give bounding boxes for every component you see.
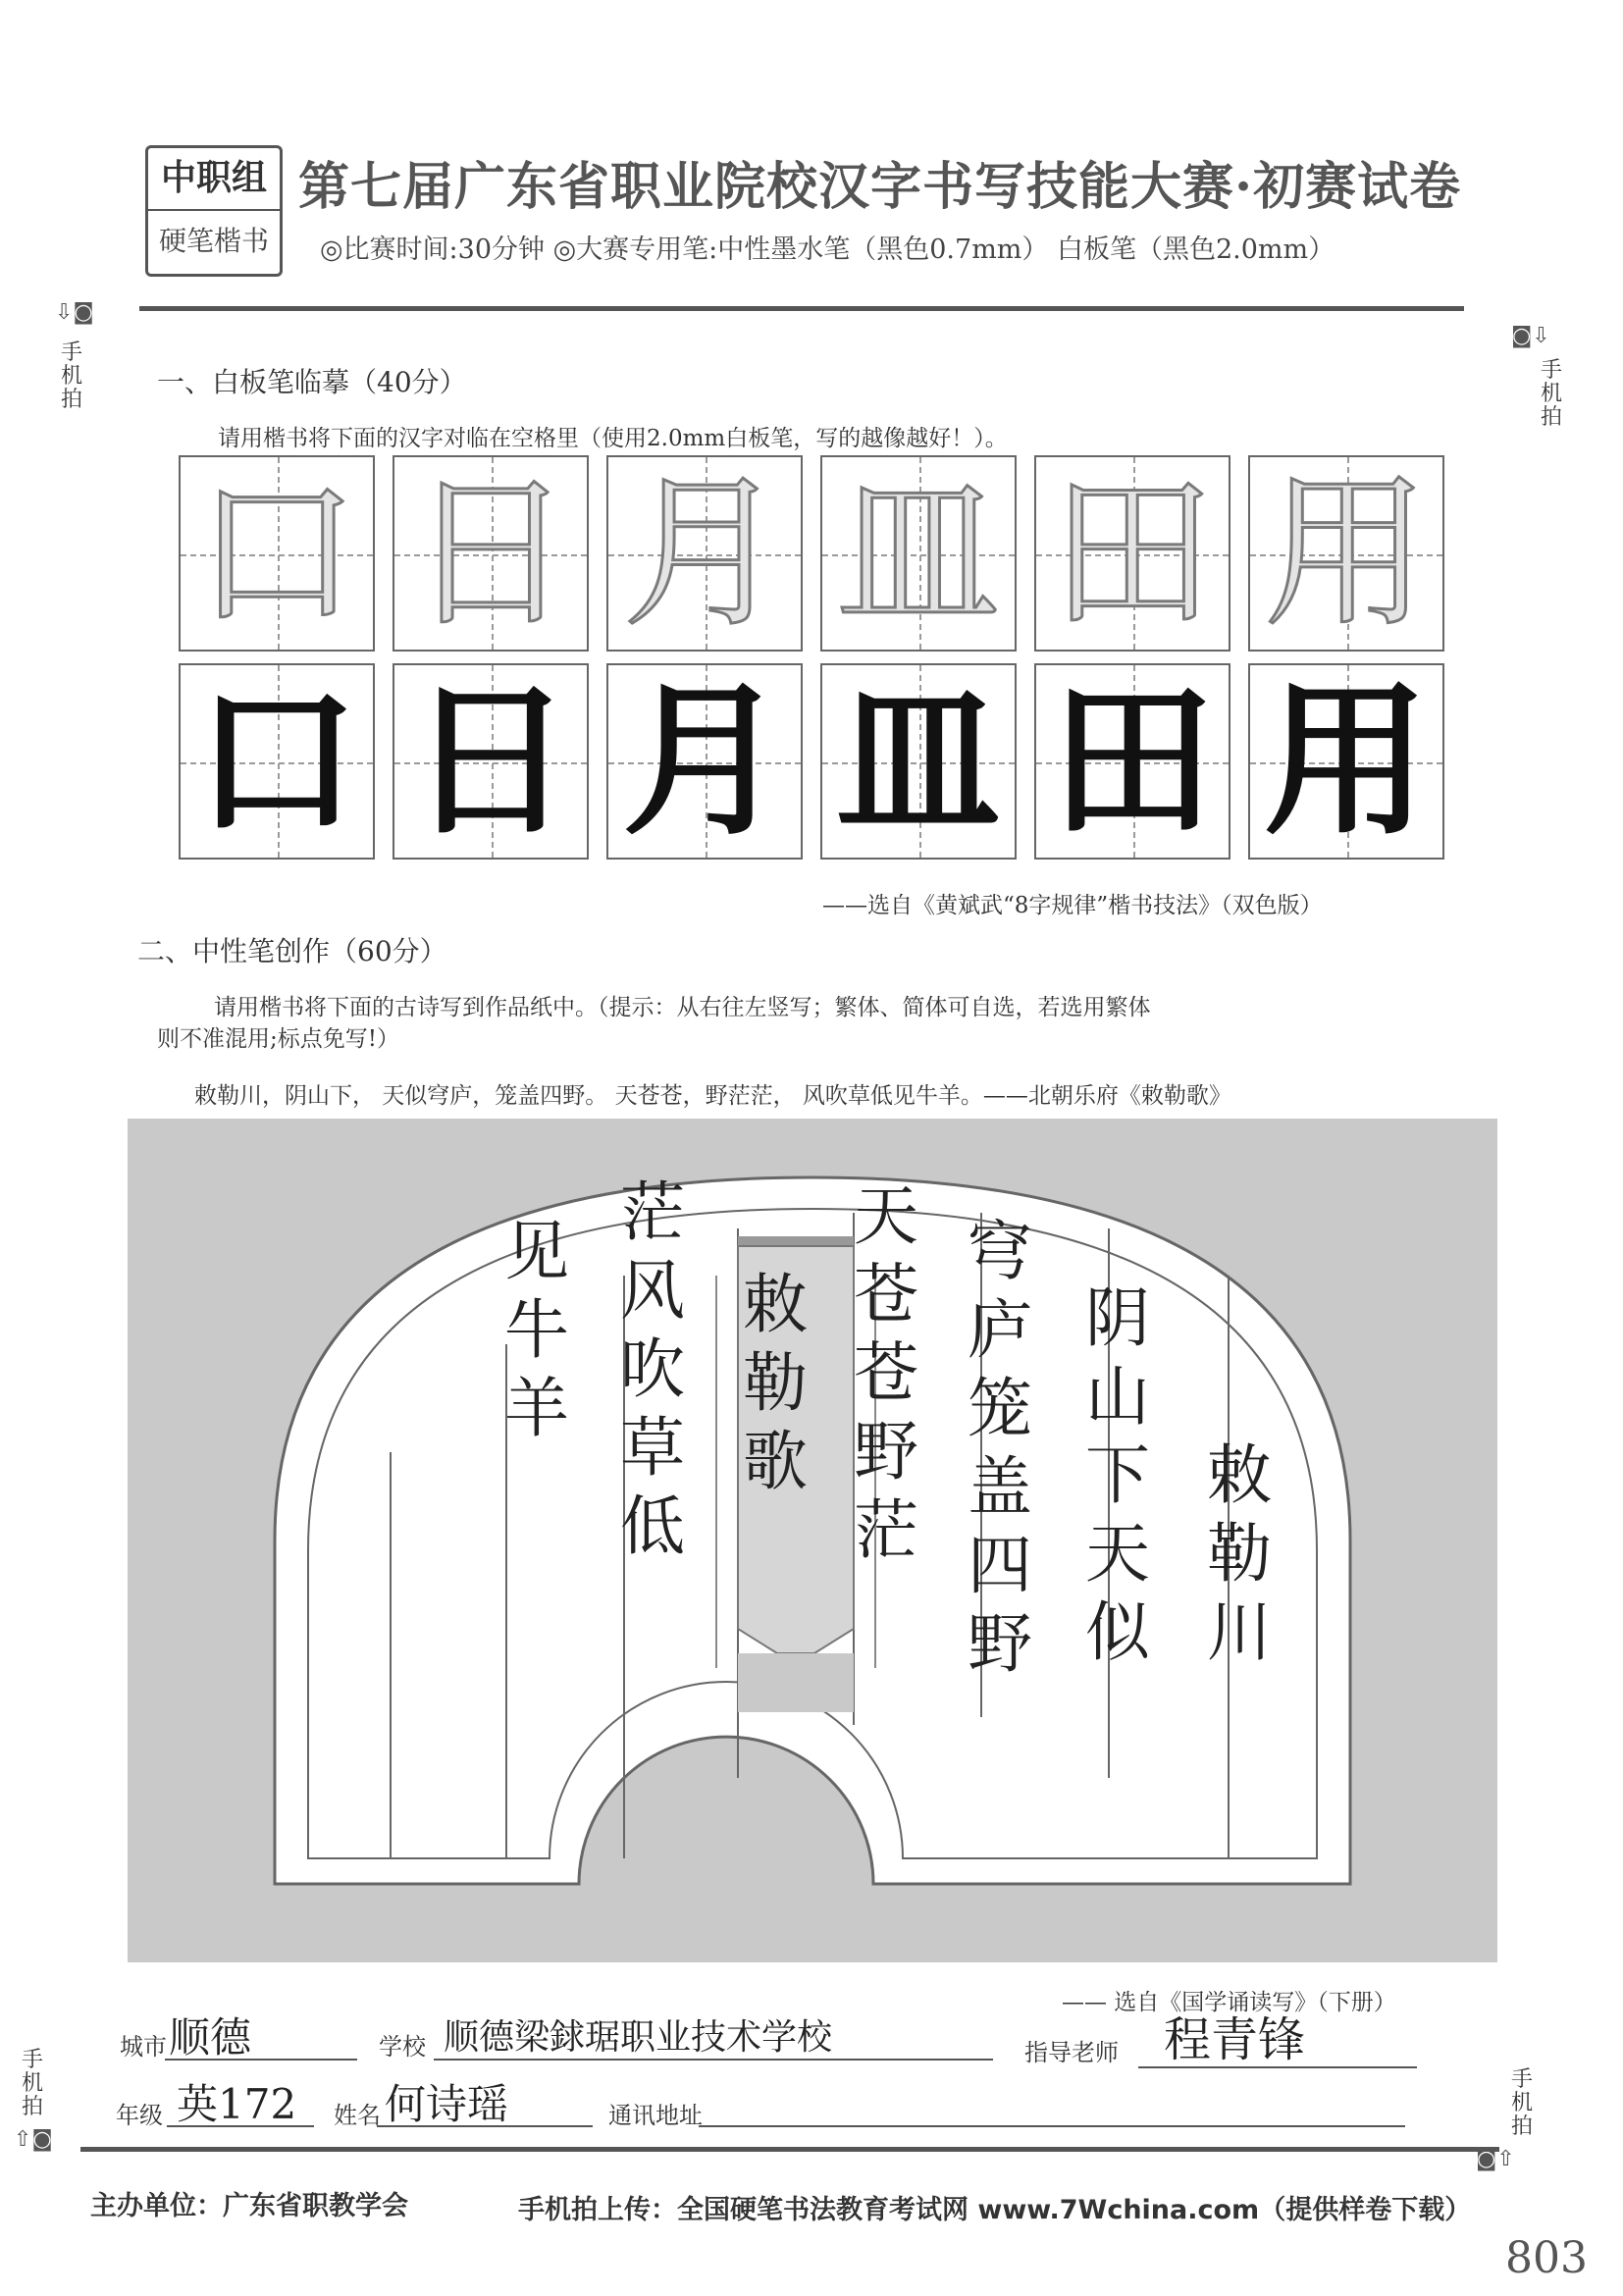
poem-column-6: 见牛羊 bbox=[504, 1214, 569, 1446]
address-underline bbox=[699, 2125, 1405, 2127]
grade-underline bbox=[167, 2125, 314, 2127]
side-label-bottom-right: 手机拍 bbox=[1510, 2067, 1533, 2139]
poem-column-3: 穹庐笼盖四野 bbox=[968, 1214, 1032, 1682]
copy-char: 田 bbox=[1050, 665, 1215, 858]
section1-instruction: 请用楷书将下面的汉字对临在空格里（使用2.0mm白板笔，写的越像越好！）。 bbox=[218, 426, 1008, 451]
section2-instruction: 请用楷书将下面的古诗写到作品纸中。（提示：从右往左竖写；繁体、简体可自选，若选用繁体 bbox=[214, 995, 1151, 1020]
side-label-bottom-left: 手机拍 bbox=[21, 2048, 43, 2119]
model-cell bbox=[820, 455, 1017, 652]
copy-cell bbox=[606, 663, 803, 860]
grade-value[interactable]: 英172 bbox=[177, 2080, 297, 2128]
name-value[interactable]: 何诗瑶 bbox=[385, 2080, 509, 2128]
copy-char: 日 bbox=[408, 665, 573, 858]
school-underline bbox=[434, 2059, 993, 2061]
section1-heading: 一、白板笔临摹（40分） bbox=[157, 366, 467, 398]
city-underline bbox=[165, 2059, 357, 2061]
model-char: 口 bbox=[194, 457, 359, 650]
page-title: 第七届广东省职业院校汉字书写技能大赛·初赛试卷 bbox=[298, 157, 1462, 217]
group-label: 中职组 bbox=[148, 148, 280, 211]
page-number: 803 bbox=[1505, 2233, 1588, 2283]
header-divider bbox=[139, 306, 1464, 311]
model-cell bbox=[393, 455, 589, 652]
category-label: 硬笔楷书 bbox=[158, 225, 269, 257]
copy-cell bbox=[179, 663, 375, 860]
poem-column-1: 敕勒川 bbox=[1207, 1437, 1272, 1670]
artwork-frame bbox=[128, 1119, 1497, 1962]
poem-title-column: 敕勒歌 bbox=[743, 1267, 808, 1499]
address-label: 通讯地址 bbox=[608, 2102, 703, 2129]
model-char: 日 bbox=[408, 457, 573, 650]
model-cell bbox=[1034, 455, 1230, 652]
model-cell bbox=[179, 455, 375, 652]
section2-source: —— 选自《国学诵读写》（下册） bbox=[1062, 1990, 1396, 2015]
name-label: 姓名 bbox=[334, 2102, 381, 2129]
upload-text: 手机拍上传：全国硬笔书法教育考试网 www.7Wchina.com（提供样卷下载） bbox=[518, 2195, 1472, 2225]
teacher-underline bbox=[1138, 2066, 1417, 2068]
poem-text: 敕勒川，阴山下， 天似穹庐，笼盖四野。 天苍苍，野茫茫， 风吹草低见牛羊。——北朝乐府《敕勒歌》 bbox=[194, 1083, 1231, 1109]
section1-source: ——选自《黄斌武“8字规律”楷书技法》（双色版） bbox=[822, 893, 1323, 918]
model-cell bbox=[1248, 455, 1444, 652]
organizer-text: 主办单位：广东省职教学会 bbox=[90, 2191, 408, 2221]
poem-column-5: 茫风吹草低 bbox=[620, 1174, 685, 1564]
city-value[interactable]: 顺德 bbox=[169, 2013, 252, 2061]
teacher-value[interactable]: 程青锋 bbox=[1164, 2012, 1306, 2067]
model-char: 月 bbox=[622, 457, 787, 650]
grade-label: 年级 bbox=[116, 2102, 163, 2129]
side-label-top-left: 手机拍 bbox=[60, 340, 82, 412]
school-label: 学校 bbox=[379, 2033, 426, 2061]
copy-cell bbox=[1034, 663, 1230, 860]
side-label-top-right: 手机拍 bbox=[1540, 358, 1562, 430]
school-value[interactable]: 顺德梁銶琚职业技术学校 bbox=[444, 2017, 833, 2058]
copy-cell bbox=[393, 663, 589, 860]
footer-divider bbox=[80, 2147, 1499, 2152]
camera-icon: ◙⇩ bbox=[1511, 324, 1550, 348]
copy-cell bbox=[1248, 663, 1444, 860]
camera-icon: ◙⇧ bbox=[1476, 2147, 1515, 2171]
teacher-label: 指导老师 bbox=[1024, 2039, 1119, 2066]
group-label-box bbox=[145, 145, 283, 277]
poem-column-4: 天苍苍野茫 bbox=[854, 1178, 918, 1568]
name-underline bbox=[377, 2125, 593, 2127]
poem-column-2: 阴山下天似 bbox=[1085, 1280, 1150, 1670]
copy-char: 用 bbox=[1264, 665, 1429, 858]
camera-icon: ⇩◙ bbox=[55, 300, 94, 325]
model-char: 田 bbox=[1050, 457, 1215, 650]
camera-icon: ⇧◙ bbox=[14, 2127, 53, 2152]
copy-cell bbox=[820, 663, 1017, 860]
model-char: 皿 bbox=[836, 457, 1001, 650]
copy-char: 口 bbox=[194, 665, 359, 858]
model-cell bbox=[606, 455, 803, 652]
copy-char: 皿 bbox=[836, 665, 1001, 858]
section2-instruction-cont: 则不准混用;标点免写!） bbox=[157, 1026, 399, 1052]
model-char: 用 bbox=[1264, 457, 1429, 650]
exam-info: ◎比赛时间:30分钟 ◎大赛专用笔:中性墨水笔（黑色0.7mm） 白板笔（黑色2.0mm） bbox=[320, 235, 1335, 265]
copy-char: 月 bbox=[622, 665, 787, 858]
city-label: 城市 bbox=[120, 2033, 167, 2061]
section2-heading: 二、中性笔创作（60分） bbox=[137, 935, 447, 967]
